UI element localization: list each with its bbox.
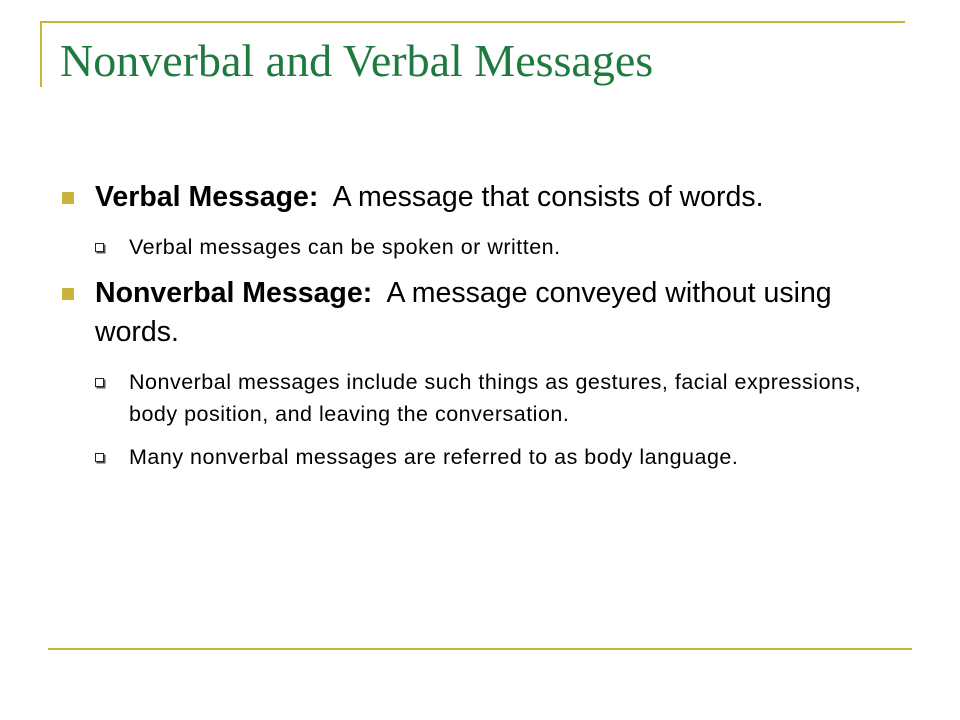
square-bullet-icon [62,288,74,300]
definition-nonverbal-message: A message conveyed without using words. [95,277,832,348]
hollow-square-bullet-icon [95,453,104,462]
definition-verbal-message: A message that consists of words. [332,181,764,213]
slide-title: Nonverbal and Verbal Messages [60,35,654,86]
bullet-point-nonverbal [62,274,882,352]
sub-bullet-point [95,366,882,430]
sub-bullet-text: Verbal messages can be spoken or written. [129,235,561,259]
term-nonverbal-message: Nonverbal Message: [95,277,373,309]
sub-bullet-text: Nonverbal messages include such things as gestures, facial expressions, body position, and leaving the conversation. [129,370,862,426]
bullet-point-verbal [62,178,882,217]
bottom-rule [48,648,912,650]
top-rule [40,21,905,23]
term-verbal-message: Verbal Message: [95,181,319,213]
hollow-square-bullet-icon [95,243,104,252]
left-rule [40,21,42,87]
square-bullet-icon [62,192,74,204]
hollow-square-bullet-icon [95,378,104,387]
sub-bullet-text: Many nonverbal messages are referred to as body language. [129,445,739,469]
sub-bullet-point [95,441,882,473]
sub-bullet-point [95,231,882,263]
slide-body [62,178,882,484]
